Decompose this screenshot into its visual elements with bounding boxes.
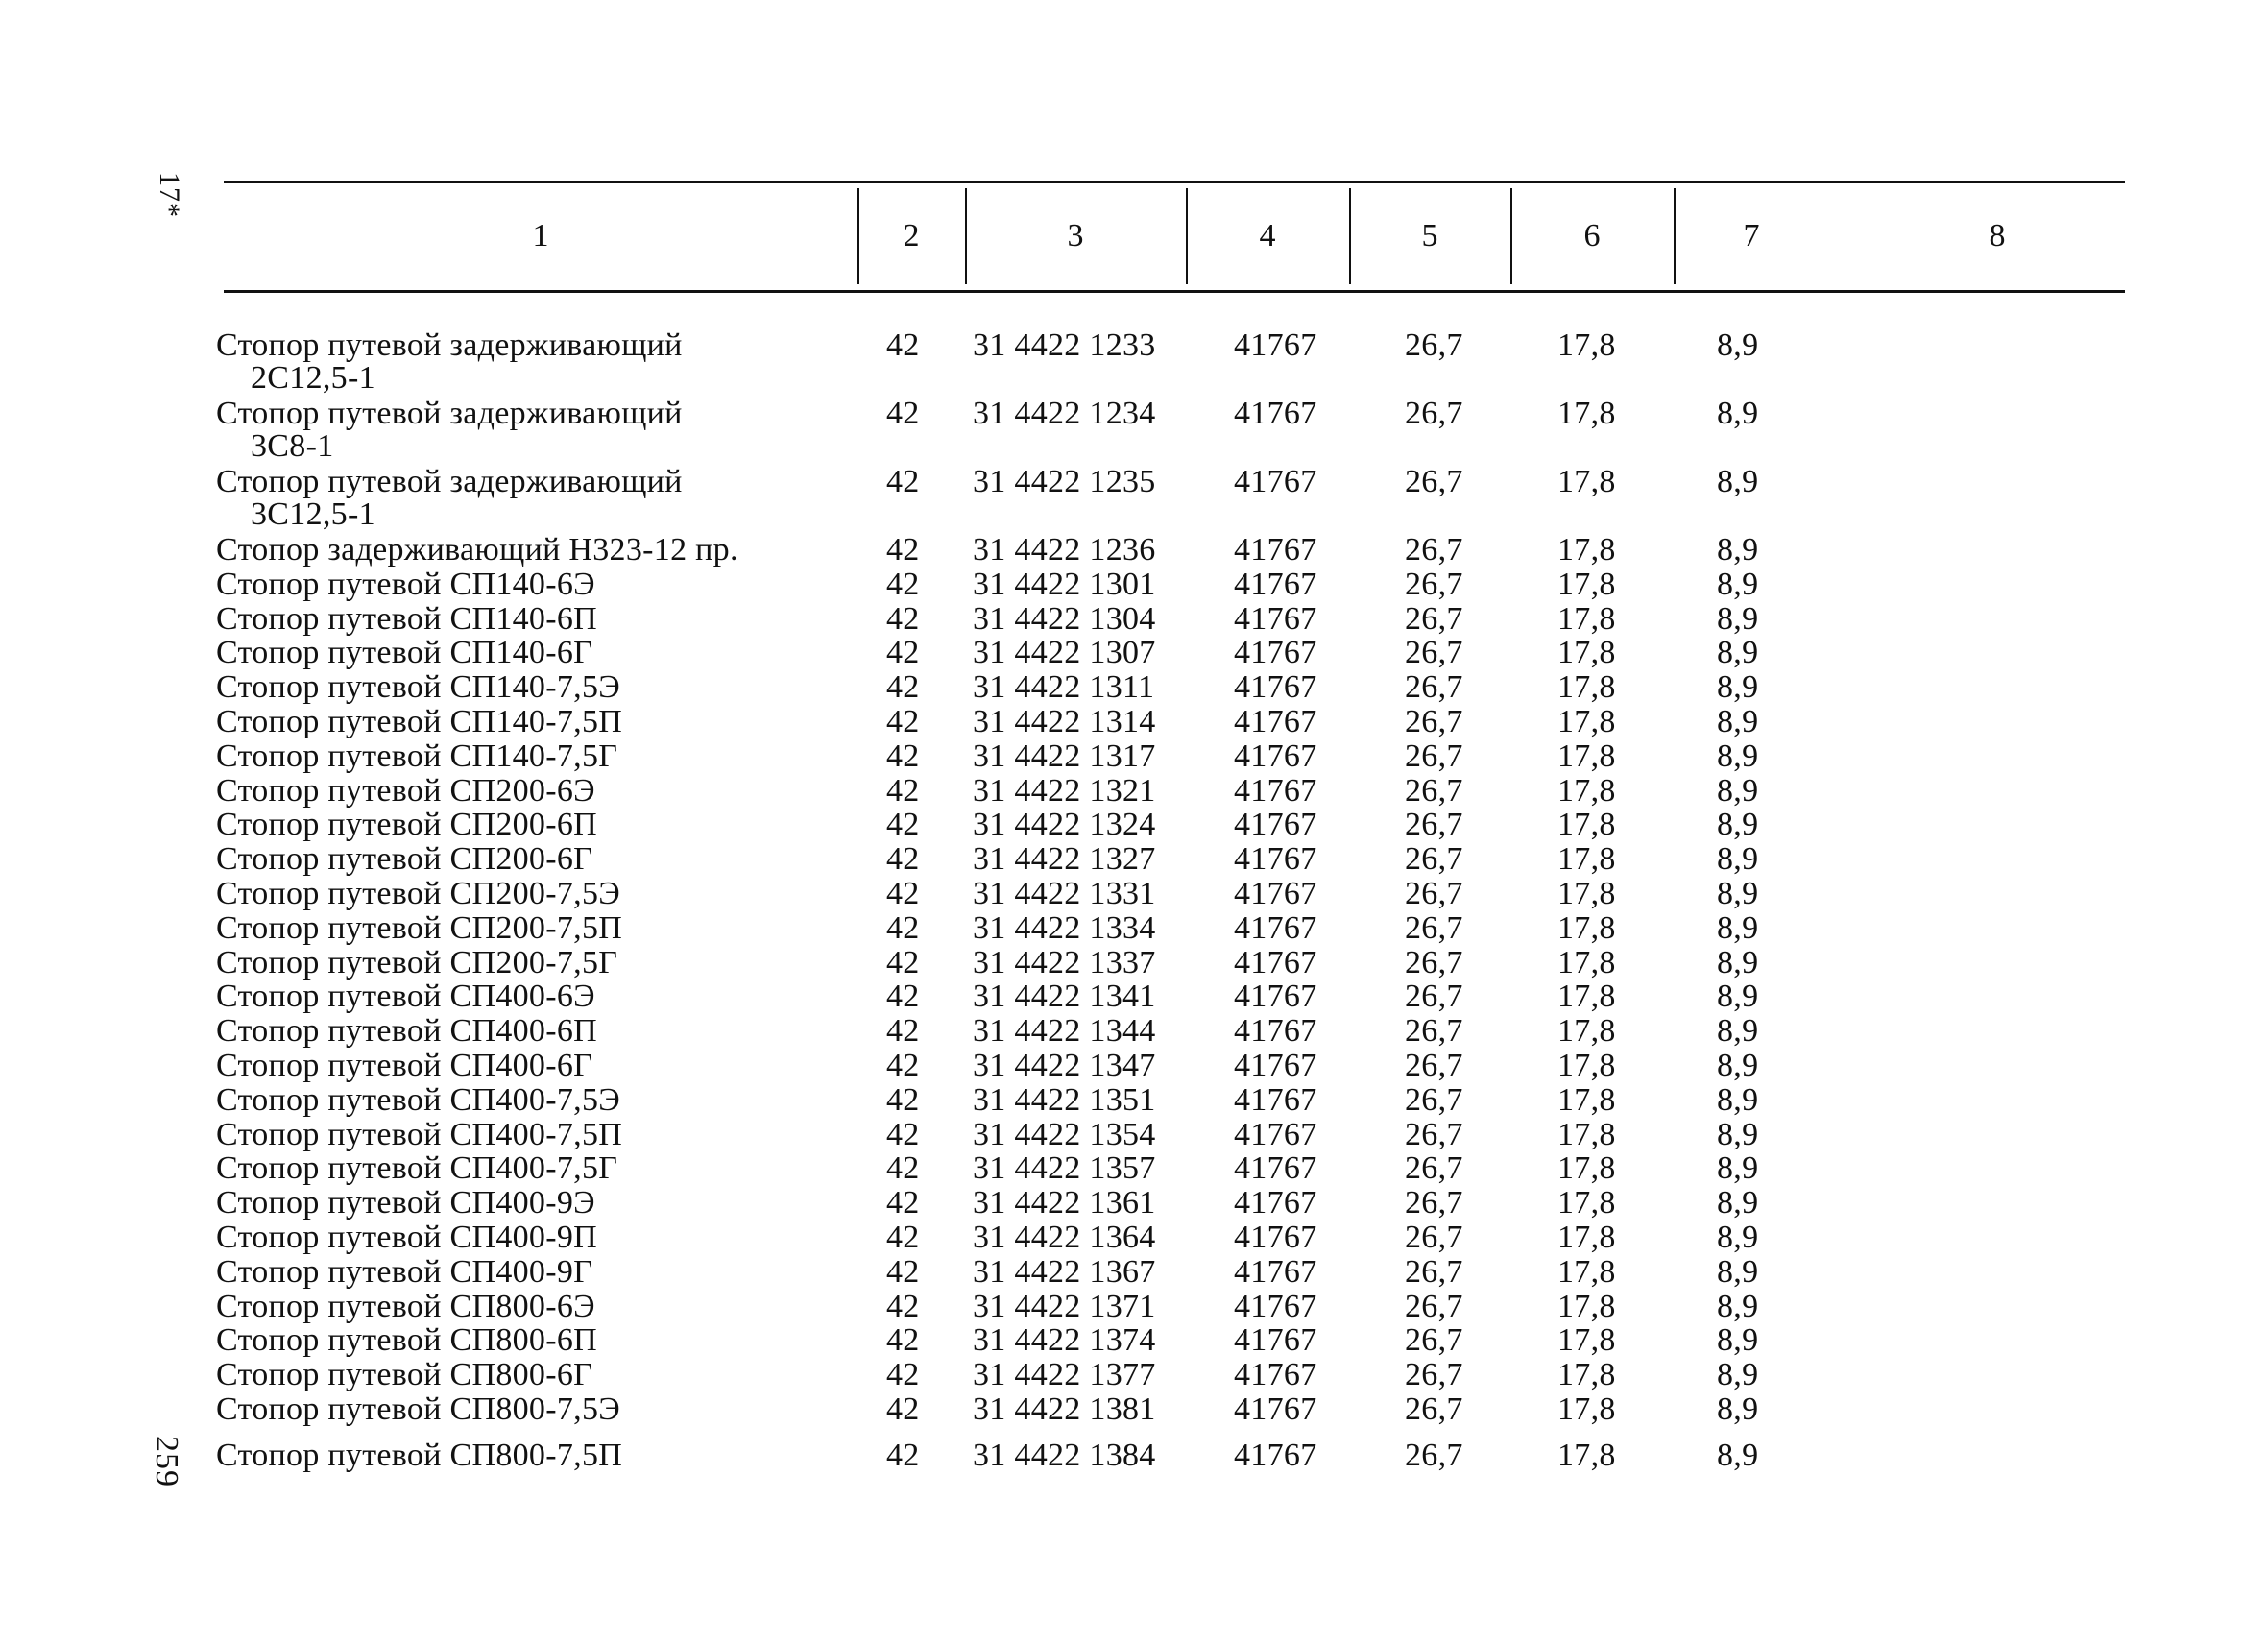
- col-6-value: 17,8: [1557, 807, 1616, 843]
- col-6-value: 17,8: [1557, 944, 1616, 980]
- item-code: 31 4422 1361: [973, 1185, 1156, 1222]
- item-code: 31 4422 1307: [973, 635, 1156, 671]
- col-2-value: 42: [886, 1185, 920, 1222]
- col-2-value: 42: [886, 1013, 920, 1050]
- item-name: [216, 1081, 850, 1118]
- header-col-7: 7: [1743, 218, 1760, 254]
- item-code: 31 4422 1374: [973, 1322, 1156, 1359]
- col-5-value: 26,7: [1405, 1116, 1463, 1152]
- col-2-value: 42: [886, 566, 920, 602]
- col-5-value: 26,7: [1405, 1081, 1463, 1118]
- col-6-value: 17,8: [1557, 1220, 1616, 1255]
- col-2-value: 42: [886, 909, 920, 946]
- col-6-value: 17,8: [1557, 566, 1616, 602]
- col-2-value: 42: [886, 1220, 920, 1255]
- col-4-value: 41767: [1234, 1116, 1317, 1152]
- item-code: 31 4422 1321: [973, 772, 1156, 809]
- col-7-value: 8,9: [1717, 1437, 1759, 1473]
- col-5-value: 26,7: [1405, 464, 1463, 499]
- col-5-value: 26,7: [1405, 1288, 1463, 1324]
- col-5-value: 26,7: [1405, 327, 1463, 363]
- header-col-4: 4: [1259, 218, 1276, 254]
- item-name-line: Стопор путевой СП400-6Г: [216, 1048, 593, 1083]
- col-2-value: 42: [886, 807, 920, 843]
- col-7-value: 8,9: [1717, 1048, 1759, 1083]
- item-code: 31 4422 1341: [973, 979, 1156, 1015]
- col-7-value: 8,9: [1717, 464, 1759, 499]
- col-5-value: 26,7: [1405, 635, 1463, 671]
- col-6-value: 17,8: [1557, 841, 1616, 878]
- item-name-line: Стопор путевой СП800-6П: [216, 1322, 598, 1359]
- col-6-value: 17,8: [1557, 1081, 1616, 1118]
- col-6-value: 17,8: [1557, 1048, 1616, 1083]
- col-2-value: 42: [886, 1081, 920, 1118]
- item-name: [216, 1359, 850, 1391]
- item-name-continuation: 3С12,5-1: [251, 496, 375, 532]
- col-6-value: 17,8: [1557, 979, 1616, 1015]
- col-7-value: 8,9: [1717, 327, 1759, 363]
- item-name: [216, 1152, 850, 1185]
- col-6-value: 17,8: [1557, 1150, 1616, 1187]
- col-4-value: 41767: [1234, 944, 1317, 980]
- item-name: [216, 534, 850, 567]
- col-2-value: 42: [886, 1048, 920, 1083]
- item-name: [216, 980, 850, 1013]
- col-4-value: 41767: [1234, 1253, 1317, 1290]
- col-6-value: 17,8: [1557, 1322, 1616, 1359]
- col-6-value: 17,8: [1557, 704, 1616, 739]
- col-2-value: 42: [886, 738, 920, 774]
- col-7-value: 8,9: [1717, 944, 1759, 980]
- col-5-value: 26,7: [1405, 600, 1463, 637]
- item-code: 31 4422 1347: [973, 1048, 1156, 1083]
- item-name-line: Стопор путевой СП400-7,5Э: [216, 1081, 620, 1118]
- col-6-value: 17,8: [1557, 1253, 1616, 1290]
- col-5-value: 26,7: [1405, 944, 1463, 980]
- item-name: [216, 466, 850, 531]
- col-7-value: 8,9: [1717, 1081, 1759, 1118]
- col-6-value: 17,8: [1557, 1437, 1616, 1473]
- col-2-value: 42: [886, 1322, 920, 1359]
- item-name-line: Стопор путевой задерживающий: [216, 396, 683, 431]
- col-6-value: 17,8: [1557, 1185, 1616, 1222]
- item-name-line: Стопор путевой СП800-7,5Э: [216, 1391, 620, 1427]
- item-name-line: Стопор путевой СП140-6П: [216, 600, 598, 637]
- col-5-value: 26,7: [1405, 1357, 1463, 1393]
- col-5-value: 26,7: [1405, 1322, 1463, 1359]
- col-4-value: 41767: [1234, 396, 1317, 431]
- col-4-value: 41767: [1234, 1437, 1317, 1473]
- col-6-value: 17,8: [1557, 738, 1616, 774]
- col-2-value: 42: [886, 704, 920, 739]
- col-5-value: 26,7: [1405, 1253, 1463, 1290]
- item-name-line: Стопор путевой СП140-7,5Г: [216, 738, 618, 774]
- item-name-line: Стопор путевой СП400-9П: [216, 1220, 598, 1255]
- col-4-value: 41767: [1234, 1013, 1317, 1050]
- item-code: 31 4422 1324: [973, 807, 1156, 843]
- item-name: [216, 878, 850, 910]
- item-name: [216, 944, 850, 980]
- item-name: [216, 398, 850, 463]
- item-name: [216, 1288, 850, 1324]
- col-7-value: 8,9: [1717, 396, 1759, 431]
- col-7-value: 8,9: [1717, 979, 1759, 1015]
- col-5-value: 26,7: [1405, 876, 1463, 911]
- item-code: 31 4422 1367: [973, 1253, 1156, 1290]
- col-2-value: 42: [886, 1357, 920, 1393]
- col-6-value: 17,8: [1557, 464, 1616, 499]
- item-code: 31 4422 1317: [973, 738, 1156, 774]
- col-6-value: 17,8: [1557, 396, 1616, 431]
- col-5-value: 26,7: [1405, 1013, 1463, 1050]
- col-5-value: 26,7: [1405, 909, 1463, 946]
- col-2-value: 42: [886, 327, 920, 363]
- col-4-value: 41767: [1234, 1081, 1317, 1118]
- header-col-6: 6: [1583, 218, 1601, 254]
- item-name: [216, 1222, 850, 1254]
- item-code: 31 4422 1331: [973, 876, 1156, 911]
- col-2-value: 42: [886, 1288, 920, 1324]
- col-4-value: 41767: [1234, 532, 1317, 568]
- item-name: [216, 568, 850, 601]
- col-7-value: 8,9: [1717, 566, 1759, 602]
- item-name: [216, 671, 850, 704]
- col-4-value: 41767: [1234, 979, 1317, 1015]
- col-7-value: 8,9: [1717, 772, 1759, 809]
- item-name-line: Стопор путевой СП400-9Э: [216, 1185, 595, 1222]
- header-col-8: 8: [1989, 218, 2006, 254]
- col-5-value: 26,7: [1405, 704, 1463, 739]
- item-name-line: Стопор путевой СП200-6Э: [216, 772, 595, 809]
- col-7-value: 8,9: [1717, 1220, 1759, 1255]
- item-name-line: Стопор задерживающий Н323-12 пр.: [216, 532, 738, 568]
- page-side-mark-top: 17*: [154, 172, 185, 218]
- item-name: [216, 843, 850, 876]
- col-4-value: 41767: [1234, 1150, 1317, 1187]
- col-7-value: 8,9: [1717, 1322, 1759, 1359]
- item-name-line: Стопор путевой СП140-6Э: [216, 566, 595, 602]
- col-5-value: 26,7: [1405, 979, 1463, 1015]
- item-name-line: Стопор путевой СП200-7,5П: [216, 909, 623, 946]
- col-7-value: 8,9: [1717, 807, 1759, 843]
- col-7-value: 8,9: [1717, 909, 1759, 946]
- col-6-value: 17,8: [1557, 876, 1616, 911]
- item-code: 31 4422 1364: [973, 1220, 1156, 1255]
- item-code: 31 4422 1304: [973, 600, 1156, 637]
- col-5-value: 26,7: [1405, 1048, 1463, 1083]
- col-6-value: 17,8: [1557, 1391, 1616, 1427]
- col-6-value: 17,8: [1557, 1357, 1616, 1393]
- col-7-value: 8,9: [1717, 1116, 1759, 1152]
- col-6-value: 17,8: [1557, 669, 1616, 706]
- col-4-value: 41767: [1234, 669, 1317, 706]
- col-4-value: 41767: [1234, 1048, 1317, 1083]
- col-5-value: 26,7: [1405, 1437, 1463, 1473]
- col-7-value: 8,9: [1717, 669, 1759, 706]
- col-5-value: 26,7: [1405, 738, 1463, 774]
- col-5-value: 26,7: [1405, 1150, 1463, 1187]
- item-name: [216, 772, 850, 809]
- item-code: 31 4422 1234: [973, 396, 1156, 431]
- item-code: 31 4422 1301: [973, 566, 1156, 602]
- header-col-2: 2: [903, 218, 920, 254]
- item-name: [216, 600, 850, 637]
- col-7-value: 8,9: [1717, 1357, 1759, 1393]
- col-4-value: 41767: [1234, 841, 1317, 878]
- col-4-value: 41767: [1234, 772, 1317, 809]
- item-name: [216, 706, 850, 738]
- col-6-value: 17,8: [1557, 635, 1616, 671]
- col-4-value: 41767: [1234, 635, 1317, 671]
- col-5-value: 26,7: [1405, 1391, 1463, 1427]
- col-2-value: 42: [886, 396, 920, 431]
- item-name-line: Стопор путевой СП200-6Г: [216, 841, 593, 878]
- col-6-value: 17,8: [1557, 532, 1616, 568]
- col-4-value: 41767: [1234, 738, 1317, 774]
- col-5-value: 26,7: [1405, 566, 1463, 602]
- item-code: 31 4422 1384: [973, 1437, 1156, 1473]
- col-7-value: 8,9: [1717, 841, 1759, 878]
- item-code: 31 4422 1314: [973, 704, 1156, 739]
- item-code: 31 4422 1381: [973, 1391, 1156, 1427]
- item-code: 31 4422 1327: [973, 841, 1156, 878]
- item-code: 31 4422 1371: [973, 1288, 1156, 1324]
- header-col-5: 5: [1421, 218, 1438, 254]
- item-name-line: Стопор путевой СП800-6Э: [216, 1288, 595, 1324]
- item-name-line: Стопор путевой СП400-7,5Г: [216, 1150, 618, 1187]
- col-4-value: 41767: [1234, 909, 1317, 946]
- item-code: 31 4422 1377: [973, 1357, 1156, 1393]
- col-7-value: 8,9: [1717, 876, 1759, 911]
- item-name: [216, 1393, 850, 1426]
- item-name: [216, 1116, 850, 1152]
- col-7-value: 8,9: [1717, 1288, 1759, 1324]
- item-name-line: Стопор путевой СП400-6Э: [216, 979, 595, 1015]
- item-name-line: Стопор путевой СП140-6Г: [216, 635, 593, 671]
- col-5-value: 26,7: [1405, 669, 1463, 706]
- col-7-value: 8,9: [1717, 635, 1759, 671]
- col-6-value: 17,8: [1557, 772, 1616, 809]
- col-2-value: 42: [886, 841, 920, 878]
- item-code: 31 4422 1311: [973, 669, 1155, 706]
- item-name-continuation: 3С8-1: [251, 428, 334, 464]
- col-4-value: 41767: [1234, 1391, 1317, 1427]
- col-2-value: 42: [886, 1116, 920, 1152]
- col-6-value: 17,8: [1557, 327, 1616, 363]
- col-5-value: 26,7: [1405, 772, 1463, 809]
- col-2-value: 42: [886, 979, 920, 1015]
- col-2-value: 42: [886, 669, 920, 706]
- item-name: [216, 1050, 850, 1082]
- item-name-line: Стопор путевой СП140-7,5Э: [216, 669, 620, 706]
- item-code: 31 4422 1354: [973, 1116, 1156, 1152]
- col-4-value: 41767: [1234, 807, 1317, 843]
- col-2-value: 42: [886, 944, 920, 980]
- col-5-value: 26,7: [1405, 1185, 1463, 1222]
- col-5-value: 26,7: [1405, 841, 1463, 878]
- col-2-value: 42: [886, 772, 920, 809]
- item-code: 31 4422 1235: [973, 464, 1156, 499]
- item-code: 31 4422 1351: [973, 1081, 1156, 1118]
- item-code: 31 4422 1233: [973, 327, 1156, 363]
- item-name-line: Стопор путевой СП400-7,5П: [216, 1116, 623, 1152]
- item-name-line: Стопор путевой СП200-6П: [216, 807, 598, 843]
- page-number: 259: [149, 1436, 184, 1488]
- item-name-line: Стопор путевой СП800-6Г: [216, 1357, 593, 1393]
- item-name: [216, 740, 850, 773]
- col-7-value: 8,9: [1717, 1185, 1759, 1222]
- col-6-value: 17,8: [1557, 1013, 1616, 1050]
- col-5-value: 26,7: [1405, 1220, 1463, 1255]
- col-4-value: 41767: [1234, 876, 1317, 911]
- col-4-value: 41767: [1234, 327, 1317, 363]
- col-2-value: 42: [886, 532, 920, 568]
- col-4-value: 41767: [1234, 600, 1317, 637]
- col-4-value: 41767: [1234, 1357, 1317, 1393]
- col-5-value: 26,7: [1405, 807, 1463, 843]
- col-6-value: 17,8: [1557, 1116, 1616, 1152]
- col-2-value: 42: [886, 464, 920, 499]
- item-name: [216, 329, 850, 395]
- col-7-value: 8,9: [1717, 532, 1759, 568]
- col-2-value: 42: [886, 1150, 920, 1187]
- item-name-line: Стопор путевой СП140-7,5П: [216, 704, 623, 739]
- item-name-line: Стопор путевой СП800-7,5П: [216, 1437, 623, 1473]
- col-2-value: 42: [886, 635, 920, 671]
- item-code: 31 4422 1337: [973, 944, 1156, 980]
- item-name: [216, 1253, 850, 1290]
- col-2-value: 42: [886, 1253, 920, 1290]
- col-6-value: 17,8: [1557, 909, 1616, 946]
- item-code: 31 4422 1236: [973, 532, 1156, 568]
- item-name-line: Стопор путевой СП200-7,5Э: [216, 876, 620, 911]
- item-name-line: Стопор путевой СП200-7,5Г: [216, 944, 618, 980]
- col-4-value: 41767: [1234, 704, 1317, 739]
- col-7-value: 8,9: [1717, 600, 1759, 637]
- item-name: [216, 637, 850, 669]
- col-2-value: 42: [886, 1391, 920, 1427]
- col-4-value: 41767: [1234, 566, 1317, 602]
- col-2-value: 42: [886, 876, 920, 911]
- col-7-value: 8,9: [1717, 1253, 1759, 1290]
- item-name: [216, 1187, 850, 1220]
- col-7-value: 8,9: [1717, 1150, 1759, 1187]
- item-name-line: Стопор путевой СП400-9Г: [216, 1253, 593, 1290]
- col-4-value: 41767: [1234, 1185, 1317, 1222]
- col-7-value: 8,9: [1717, 1391, 1759, 1427]
- col-4-value: 41767: [1234, 464, 1317, 499]
- item-name: [216, 1324, 850, 1357]
- col-5-value: 26,7: [1405, 532, 1463, 568]
- item-name: [216, 1015, 850, 1048]
- col-2-value: 42: [886, 1437, 920, 1473]
- col-7-value: 8,9: [1717, 704, 1759, 739]
- col-7-value: 8,9: [1717, 738, 1759, 774]
- col-4-value: 41767: [1234, 1288, 1317, 1324]
- item-name: [216, 1439, 850, 1472]
- item-name-line: Стопор путевой задерживающий: [216, 464, 683, 499]
- col-4-value: 41767: [1234, 1322, 1317, 1359]
- col-6-value: 17,8: [1557, 1288, 1616, 1324]
- col-4-value: 41767: [1234, 1220, 1317, 1255]
- item-name-line: Стопор путевой задерживающий: [216, 327, 683, 363]
- item-name: [216, 909, 850, 946]
- item-name-line: Стопор путевой СП400-6П: [216, 1013, 598, 1050]
- item-code: 31 4422 1357: [973, 1150, 1156, 1187]
- col-7-value: 8,9: [1717, 1013, 1759, 1050]
- header-col-1: 1: [532, 218, 549, 254]
- header-col-3: 3: [1067, 218, 1084, 254]
- col-6-value: 17,8: [1557, 600, 1616, 637]
- item-name-continuation: 2С12,5-1: [251, 360, 375, 396]
- col-2-value: 42: [886, 600, 920, 637]
- item-name: [216, 809, 850, 841]
- col-5-value: 26,7: [1405, 396, 1463, 431]
- item-code: 31 4422 1334: [973, 909, 1156, 946]
- item-code: 31 4422 1344: [973, 1013, 1156, 1050]
